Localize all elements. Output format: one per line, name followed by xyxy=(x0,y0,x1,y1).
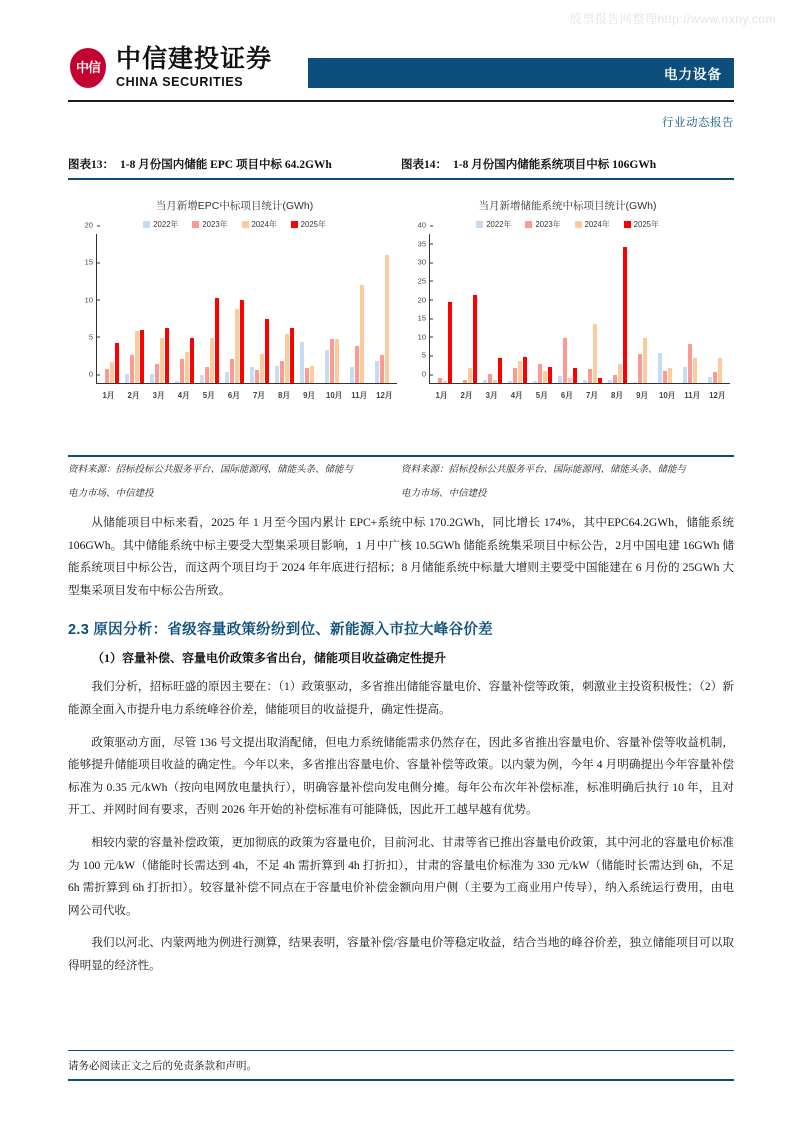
bar-group xyxy=(322,234,347,383)
x-axis-label: 5月 xyxy=(202,391,215,400)
x-axis-label: 8月 xyxy=(611,391,624,400)
bar xyxy=(448,302,453,383)
bar-group xyxy=(147,234,172,383)
bar-group xyxy=(372,234,397,383)
footer-divider-top xyxy=(68,1050,734,1051)
legend-swatch-icon xyxy=(192,221,199,228)
footer-divider-bottom xyxy=(68,1079,734,1081)
bar xyxy=(140,330,145,383)
bar xyxy=(563,338,568,383)
bar xyxy=(488,374,493,383)
bar xyxy=(115,343,120,383)
bar xyxy=(593,324,598,383)
source-line: 资料来源：招标投标公共服务平台、国际能源网、储能头条、储能与 xyxy=(68,465,354,475)
x-axis-label: 3月 xyxy=(152,391,165,400)
figure-13-caption: 1-8 月份国内储能 EPC 项目中标 64.2GWh xyxy=(120,159,332,171)
bar xyxy=(638,354,643,383)
legend-item-2024年 xyxy=(242,219,277,230)
bar xyxy=(668,368,673,383)
bar xyxy=(325,350,330,383)
legend-item-2024年 xyxy=(575,219,610,230)
x-axis-label: 7月 xyxy=(252,391,266,400)
bar xyxy=(180,359,185,383)
bar-group xyxy=(272,234,297,383)
bar xyxy=(683,367,688,383)
bar xyxy=(130,355,135,383)
bar xyxy=(583,380,588,383)
bar xyxy=(240,300,245,383)
bar xyxy=(508,381,513,383)
bar xyxy=(330,339,335,383)
charts-row xyxy=(68,190,734,440)
bar-group xyxy=(555,234,580,383)
x-axis-label: 1月 xyxy=(435,391,448,400)
figure-14-caption: 1-8 月份国内储能系统项目中标 106GWh xyxy=(453,159,657,171)
chart-x-axis-labels xyxy=(429,386,730,406)
bar xyxy=(658,353,663,383)
bar xyxy=(280,361,285,383)
x-axis-label: 10月 xyxy=(326,391,343,400)
bar xyxy=(215,298,220,383)
bar xyxy=(523,357,528,383)
figure-divider-bottom xyxy=(68,455,734,457)
bar xyxy=(718,358,723,383)
y-axis-tick: 15 xyxy=(85,258,97,267)
bar xyxy=(380,355,385,383)
figure-14-number: 图表14： xyxy=(401,159,447,171)
bar-group xyxy=(172,234,197,383)
x-axis-label: 12月 xyxy=(709,391,726,400)
bar xyxy=(205,367,210,383)
bar xyxy=(493,380,498,383)
bar-group xyxy=(480,234,505,383)
x-axis-label: 6月 xyxy=(560,391,573,400)
bar xyxy=(385,255,390,383)
body-content xyxy=(68,512,734,988)
logo-text-cn: 中信建投证券 xyxy=(116,46,273,74)
legend-label: 2022年 xyxy=(153,220,179,229)
bar xyxy=(643,338,648,383)
x-axis-label: 4月 xyxy=(510,391,523,400)
bar-group xyxy=(297,234,322,383)
x-axis-label: 8月 xyxy=(278,391,291,400)
legend-item-2023年 xyxy=(192,219,227,230)
bar-group xyxy=(430,234,455,383)
figure-caption-left xyxy=(68,156,401,172)
chart-system-awards xyxy=(401,190,734,440)
bar xyxy=(260,354,265,383)
legend-item-2022年 xyxy=(476,219,511,230)
chart-x-axis-labels xyxy=(96,386,397,406)
y-axis-tick: 0 xyxy=(422,370,430,379)
x-axis-label: 11月 xyxy=(351,391,368,400)
source-right xyxy=(401,462,734,509)
x-axis-label: 5月 xyxy=(535,391,548,400)
legend-swatch-icon xyxy=(291,221,298,228)
paragraph-4: 相较内蒙的容量补偿政策，更加彻底的政策为容量电价，目前河北、甘肃等省已推出容量电价政策，其中河北的容量电价标准为 100 元/kW（储能时长需达到 4h，不足 4h 需折算到 4h 打折扣），甘肃的容量电价标准为 330 元/kW（储能时长需达到 6h，不足 6h 需折算到 6h 打折扣）。较容量补偿不同点在于容量电价补偿金额向用户侧（主要为工商业用户传导），纳入系统运行费用，由电网公司代收。 xyxy=(68,835,734,917)
bar-group xyxy=(530,234,555,383)
bar xyxy=(708,377,713,383)
bar-group xyxy=(247,234,272,383)
legend-swatch-icon xyxy=(242,221,249,228)
paragraph-2: 我们分析，招标旺盛的原因主要在：（1）政策驱动，多省推出储能容量电价、容量补偿等政策，刺激业主投资积极性；（2）新能源全面入市提升电力系统峰谷价差，储能项目的收益提升，确定性提高。 xyxy=(68,680,734,716)
bar xyxy=(613,375,618,383)
chart-title: 当月新增储能系统中标项目统计(GWh) xyxy=(478,200,657,212)
bar-group xyxy=(222,234,247,383)
bar xyxy=(230,359,235,383)
watermark: 股票报告网整理http://www.nxny.com xyxy=(569,12,776,26)
bar xyxy=(663,371,668,383)
logo-text-en: CHINA SECURITIES xyxy=(116,74,244,89)
bar xyxy=(513,368,518,383)
bar xyxy=(533,381,538,383)
chart-bars xyxy=(430,234,730,383)
paragraph-1: 从储能项目中标来看，2025 年 1 月至今国内累计 EPC+系统中标 170.2GWh，同比增长 174%，其中EPC64.2GWh，储能系统 106GWh。其中储能系统中标主要受大型集采项目影响，1 月中广核 10.5GWh 储能系统集采项目中标公告，2月中国电建 16GWh 储能系统项目中标公告，而这两个项目均于 2024 年年底进行招标；8 月储能系统中标量大增则主要受中国能建在 6 月份的 25GWh 大型集采项目发布中标公告所致。 xyxy=(68,516,734,597)
bar-group xyxy=(347,234,372,383)
source-left xyxy=(68,462,401,509)
bar xyxy=(548,367,553,383)
bar-group xyxy=(505,234,530,383)
page-header xyxy=(68,44,734,92)
x-axis-label: 3月 xyxy=(485,391,498,400)
legend-swatch-icon xyxy=(143,221,150,228)
legend-item-2025年 xyxy=(624,219,659,230)
x-axis-label: 2月 xyxy=(127,391,140,400)
bar xyxy=(155,364,160,383)
x-axis-label: 12月 xyxy=(376,391,393,400)
bar xyxy=(185,352,190,383)
bar xyxy=(568,378,573,383)
bar xyxy=(150,374,155,383)
y-axis-tick: 15 xyxy=(418,314,430,323)
legend-label: 2024年 xyxy=(251,220,277,229)
y-axis-tick: 20 xyxy=(418,295,430,304)
chart-epc-awards xyxy=(68,190,401,440)
bar-group xyxy=(97,234,122,383)
bar xyxy=(598,378,603,383)
bar xyxy=(105,369,110,383)
figure-13-number: 图表13： xyxy=(68,159,114,171)
legend-label: 2024年 xyxy=(584,220,610,229)
bar xyxy=(125,374,130,383)
x-axis-label: 9月 xyxy=(303,391,316,400)
bar xyxy=(518,361,523,383)
bar xyxy=(375,361,380,383)
legend-label: 2023年 xyxy=(535,220,561,229)
section-heading-2-3: 2.3 原因分析：省级容量政策纷纷到位、新能源入市拉大峰谷价差 xyxy=(68,622,493,639)
legend-item-2023年 xyxy=(525,219,560,230)
bar xyxy=(255,370,260,383)
bar xyxy=(463,380,468,383)
x-axis-label: 9月 xyxy=(636,391,649,400)
bar xyxy=(310,366,315,384)
source-line: 电力市场、中信建投 xyxy=(68,488,154,499)
bar xyxy=(498,358,503,383)
source-row xyxy=(68,462,734,509)
bar xyxy=(693,358,698,383)
bar xyxy=(225,372,230,383)
company-logo xyxy=(68,46,272,90)
bar xyxy=(623,247,628,383)
bar xyxy=(290,328,295,383)
bar xyxy=(160,338,165,383)
legend-label: 2023年 xyxy=(202,220,228,229)
y-axis-tick: 10 xyxy=(85,295,97,304)
bar xyxy=(468,368,473,383)
bar-group xyxy=(680,234,705,383)
header-divider xyxy=(68,100,734,102)
bar xyxy=(573,368,578,383)
bar xyxy=(110,362,115,383)
bar xyxy=(285,334,290,383)
bar-group xyxy=(455,234,480,383)
bar xyxy=(200,375,205,383)
citic-logo-icon: 中信 xyxy=(68,46,108,90)
bar xyxy=(300,342,305,383)
figure-caption-right xyxy=(401,156,734,172)
bar xyxy=(250,367,255,383)
bar xyxy=(265,319,270,383)
bar-group xyxy=(605,234,630,383)
legend-swatch-icon xyxy=(624,221,631,228)
bar xyxy=(190,338,195,383)
y-axis-tick: 10 xyxy=(418,332,430,341)
bar xyxy=(350,367,355,383)
x-axis-label: 11月 xyxy=(684,391,701,400)
header-banner-label: 电力设备 xyxy=(664,67,722,82)
bar xyxy=(713,372,718,383)
bar xyxy=(165,328,170,383)
y-axis-tick: 5 xyxy=(89,332,97,341)
bar xyxy=(608,380,613,383)
y-axis-tick: 25 xyxy=(418,276,430,285)
paragraph-5: 我们以河北、内蒙两地为例进行测算，结果表明，容量补偿/容量电价等稳定收益，结合当地的峰谷价差，独立储能项目可以取得明显的经济性。 xyxy=(68,936,734,972)
bar xyxy=(473,295,478,383)
bar xyxy=(633,382,638,383)
subsection-heading-1: （1）容量补偿、容量电价政策多省出台，储能项目收益确定性提升 xyxy=(92,651,447,666)
bar xyxy=(135,331,140,383)
y-axis-tick: 40 xyxy=(418,221,430,230)
chart-legend xyxy=(401,219,734,230)
bar xyxy=(438,378,443,383)
bar xyxy=(443,381,448,383)
bar xyxy=(588,369,593,383)
legend-item-2022年 xyxy=(143,219,178,230)
header-banner xyxy=(308,58,734,88)
y-axis-tick: 0 xyxy=(89,370,97,379)
bar xyxy=(355,346,360,383)
x-axis-label: 10月 xyxy=(659,391,676,400)
source-line: 资料来源：招标投标公共服务平台、国际能源网、储能头条、储能与 xyxy=(401,465,687,475)
legend-item-2025年 xyxy=(291,219,326,230)
footer-disclaimer: 请务必阅读正文之后的免责条款和声明。 xyxy=(68,1061,257,1072)
bar-group xyxy=(580,234,605,383)
chart-legend xyxy=(68,219,401,230)
legend-label: 2025年 xyxy=(633,220,659,229)
y-axis-tick: 30 xyxy=(418,258,430,267)
bar xyxy=(543,371,548,383)
figure-divider-top xyxy=(68,178,734,180)
bar xyxy=(275,366,280,384)
bar xyxy=(335,339,340,383)
bar xyxy=(360,285,365,383)
x-axis-label: 6月 xyxy=(227,391,240,400)
bar-group xyxy=(122,234,147,383)
x-axis-label: 2月 xyxy=(460,391,473,400)
source-line: 电力市场、中信建投 xyxy=(401,488,487,499)
legend-label: 2025年 xyxy=(300,220,326,229)
bar xyxy=(235,309,240,383)
y-axis-tick: 20 xyxy=(85,221,97,230)
bar-group xyxy=(630,234,655,383)
bar xyxy=(175,381,180,383)
bar-group xyxy=(197,234,222,383)
bar xyxy=(305,368,310,383)
x-axis-label: 4月 xyxy=(177,391,190,400)
legend-label: 2022年 xyxy=(486,220,512,229)
bar xyxy=(618,364,623,383)
bar xyxy=(483,380,488,383)
paragraph-3: 政策驱动方面，尽管 136 号文提出取消配储，但电力系统储能需求仍然存在，因此多省推出容量电价、容量补偿等收益机制，能够提升储能项目收益的确定性。今年以来，多省推出容量电价、容量补偿等政策。以内蒙为例，今年 4 月明确提出今年容量补偿标准为 0.35 元/kWh（按向电网放电量执行），明确容量补偿向发电侧分摊。每年公布次年补偿标准，标准明确后执行 10 年，且对开工、并网时间有要求，否则 2026 年开始的补偿标准有可能降低，因此开工越早越有优势。 xyxy=(68,735,734,817)
bar xyxy=(688,344,693,383)
bar xyxy=(210,338,215,383)
legend-swatch-icon xyxy=(575,221,582,228)
x-axis-label: 1月 xyxy=(102,391,115,400)
bar-group xyxy=(705,234,730,383)
legend-swatch-icon xyxy=(525,221,532,228)
chart-bars xyxy=(97,234,397,383)
bar-group xyxy=(655,234,680,383)
figure-caption-row xyxy=(68,156,734,172)
legend-swatch-icon xyxy=(476,221,483,228)
bar xyxy=(558,376,563,383)
chart-title: 当月新增EPC中标项目统计(GWh) xyxy=(155,200,314,212)
y-axis-tick: 5 xyxy=(422,351,430,360)
bar xyxy=(538,364,543,383)
y-axis-tick: 35 xyxy=(418,239,430,248)
report-type-label: 行业动态报告 xyxy=(662,117,734,129)
x-axis-label: 7月 xyxy=(585,391,599,400)
